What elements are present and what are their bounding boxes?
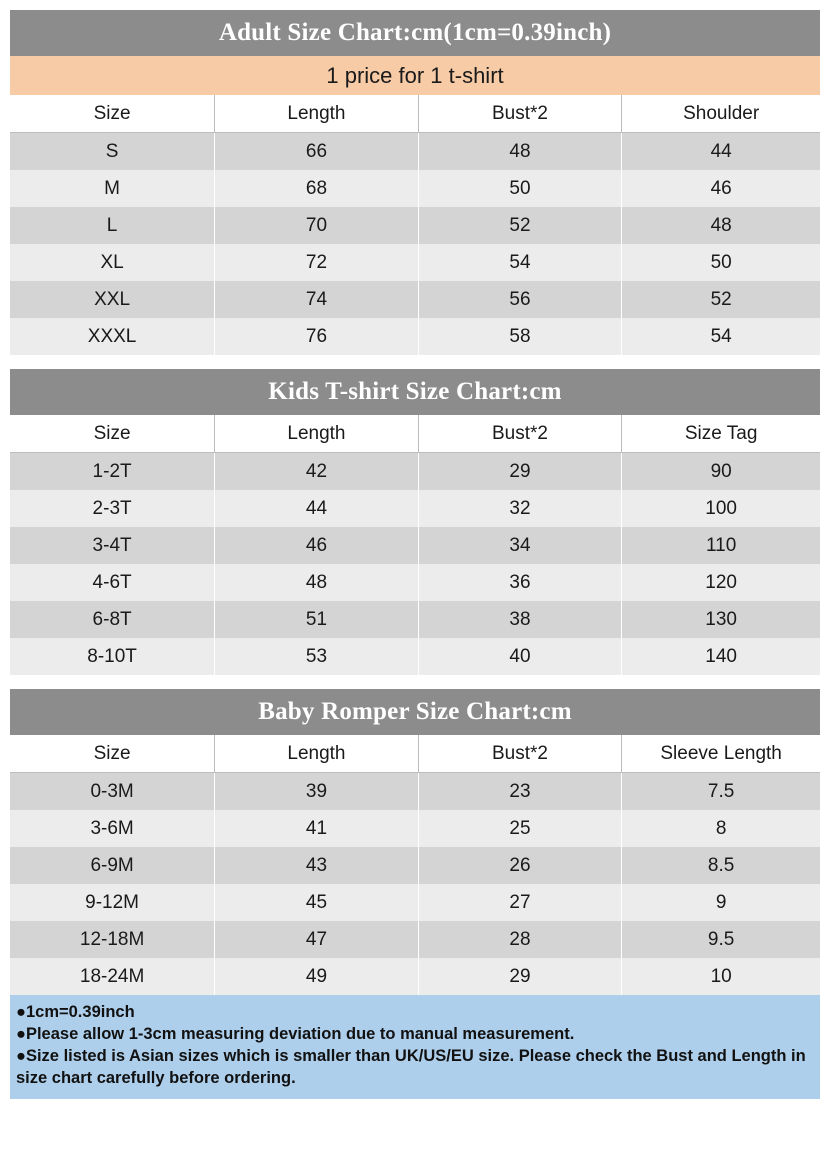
table-cell: 44 (622, 133, 820, 171)
table-cell: 10 (622, 958, 820, 995)
column-header: Size (10, 735, 215, 773)
table-cell: 72 (215, 244, 419, 281)
table-cell: 47 (215, 921, 419, 958)
table-cell: XXXL (10, 318, 215, 355)
column-header: Size Tag (622, 415, 820, 453)
table-cell: 53 (215, 638, 419, 675)
table-row (10, 170, 820, 207)
table-cell: 40 (418, 638, 622, 675)
baby-chart-title: Baby Romper Size Chart:cm (10, 689, 820, 735)
table-row (10, 244, 820, 281)
column-header: Size (10, 415, 215, 453)
table-cell: 8 (622, 810, 820, 847)
table-cell: 51 (215, 601, 419, 638)
table-cell: 9-12M (10, 884, 215, 921)
table-row (10, 847, 820, 884)
table-row (10, 810, 820, 847)
table-cell: 140 (622, 638, 820, 675)
note-line: ●Please allow 1-3cm measuring deviation due to manual measurement. (16, 1025, 575, 1043)
table-row (10, 958, 820, 995)
table-row (10, 490, 820, 527)
column-header: Length (215, 415, 419, 453)
table-cell: 48 (622, 207, 820, 244)
table-cell: XXL (10, 281, 215, 318)
adult-table-body (10, 95, 820, 355)
column-header: Size (10, 95, 215, 133)
table-cell: 25 (418, 810, 622, 847)
table-cell: 66 (215, 133, 419, 171)
table-cell: 6-8T (10, 601, 215, 638)
table-cell: 39 (215, 773, 419, 811)
table-cell: 38 (418, 601, 622, 638)
table-cell: 36 (418, 564, 622, 601)
table-cell: 34 (418, 527, 622, 564)
table-cell: 4-6T (10, 564, 215, 601)
table-cell: 29 (418, 453, 622, 491)
table-cell: 1-2T (10, 453, 215, 491)
table-cell: 45 (215, 884, 419, 921)
table-cell: 23 (418, 773, 622, 811)
column-header: Bust*2 (418, 735, 622, 773)
table-cell: 46 (622, 170, 820, 207)
column-header: Bust*2 (418, 415, 622, 453)
table-cell: 52 (418, 207, 622, 244)
kids-size-table (10, 415, 820, 675)
table-cell: XL (10, 244, 215, 281)
table-cell: 68 (215, 170, 419, 207)
table-cell: 29 (418, 958, 622, 995)
table-cell: 26 (418, 847, 622, 884)
adult-size-chart (10, 10, 820, 355)
table-cell: 74 (215, 281, 419, 318)
table-row (10, 281, 820, 318)
table-row (10, 133, 820, 171)
notes-block (10, 995, 820, 1099)
table-cell: 28 (418, 921, 622, 958)
table-cell: 12-18M (10, 921, 215, 958)
table-cell: 7.5 (622, 773, 820, 811)
table-cell: 54 (418, 244, 622, 281)
table-cell: 48 (418, 133, 622, 171)
table-cell: 0-3M (10, 773, 215, 811)
table-cell: 27 (418, 884, 622, 921)
adult-chart-subtitle: 1 price for 1 t-shirt (10, 56, 820, 95)
note-line: ●Size listed is Asian sizes which is smaller than UK/US/EU size. Please check the Bust and Length in size chart carefully before ordering. (16, 1047, 806, 1087)
kids-chart-title: Kids T-shirt Size Chart:cm (10, 369, 820, 415)
kids-table-body (10, 415, 820, 675)
table-cell: 42 (215, 453, 419, 491)
note-line: ●1cm=0.39inch (16, 1003, 135, 1021)
baby-size-table (10, 735, 820, 995)
table-cell: 52 (622, 281, 820, 318)
kids-size-chart (10, 369, 820, 675)
table-cell: 70 (215, 207, 419, 244)
table-cell: 90 (622, 453, 820, 491)
table-cell: 130 (622, 601, 820, 638)
table-cell: 43 (215, 847, 419, 884)
table-header-row (10, 415, 820, 453)
column-header: Length (215, 95, 419, 133)
table-row (10, 207, 820, 244)
table-row (10, 453, 820, 491)
table-cell: 9 (622, 884, 820, 921)
table-row (10, 773, 820, 811)
table-cell: 8-10T (10, 638, 215, 675)
table-cell: 3-4T (10, 527, 215, 564)
table-cell: 54 (622, 318, 820, 355)
table-row (10, 884, 820, 921)
table-row (10, 921, 820, 958)
table-cell: 44 (215, 490, 419, 527)
table-cell: 49 (215, 958, 419, 995)
table-cell: 50 (622, 244, 820, 281)
table-cell: 48 (215, 564, 419, 601)
baby-table-body (10, 735, 820, 995)
table-row (10, 564, 820, 601)
table-cell: 3-6M (10, 810, 215, 847)
column-header: Shoulder (622, 95, 820, 133)
adult-chart-title: Adult Size Chart:cm(1cm=0.39inch) (10, 10, 820, 56)
table-cell: 120 (622, 564, 820, 601)
table-cell: 58 (418, 318, 622, 355)
table-row (10, 638, 820, 675)
table-cell: L (10, 207, 215, 244)
table-cell: 2-3T (10, 490, 215, 527)
table-cell: 50 (418, 170, 622, 207)
table-cell: 9.5 (622, 921, 820, 958)
table-cell: 46 (215, 527, 419, 564)
table-cell: 8.5 (622, 847, 820, 884)
table-cell: S (10, 133, 215, 171)
table-row (10, 318, 820, 355)
table-row (10, 527, 820, 564)
adult-size-table (10, 95, 820, 355)
column-header: Length (215, 735, 419, 773)
table-cell: 32 (418, 490, 622, 527)
table-cell: 6-9M (10, 847, 215, 884)
table-cell: 110 (622, 527, 820, 564)
column-header: Sleeve Length (622, 735, 820, 773)
table-cell: 76 (215, 318, 419, 355)
table-header-row (10, 735, 820, 773)
table-cell: M (10, 170, 215, 207)
table-cell: 18-24M (10, 958, 215, 995)
table-cell: 41 (215, 810, 419, 847)
table-cell: 100 (622, 490, 820, 527)
table-header-row (10, 95, 820, 133)
column-header: Bust*2 (418, 95, 622, 133)
table-cell: 56 (418, 281, 622, 318)
baby-size-chart (10, 689, 820, 995)
table-row (10, 601, 820, 638)
